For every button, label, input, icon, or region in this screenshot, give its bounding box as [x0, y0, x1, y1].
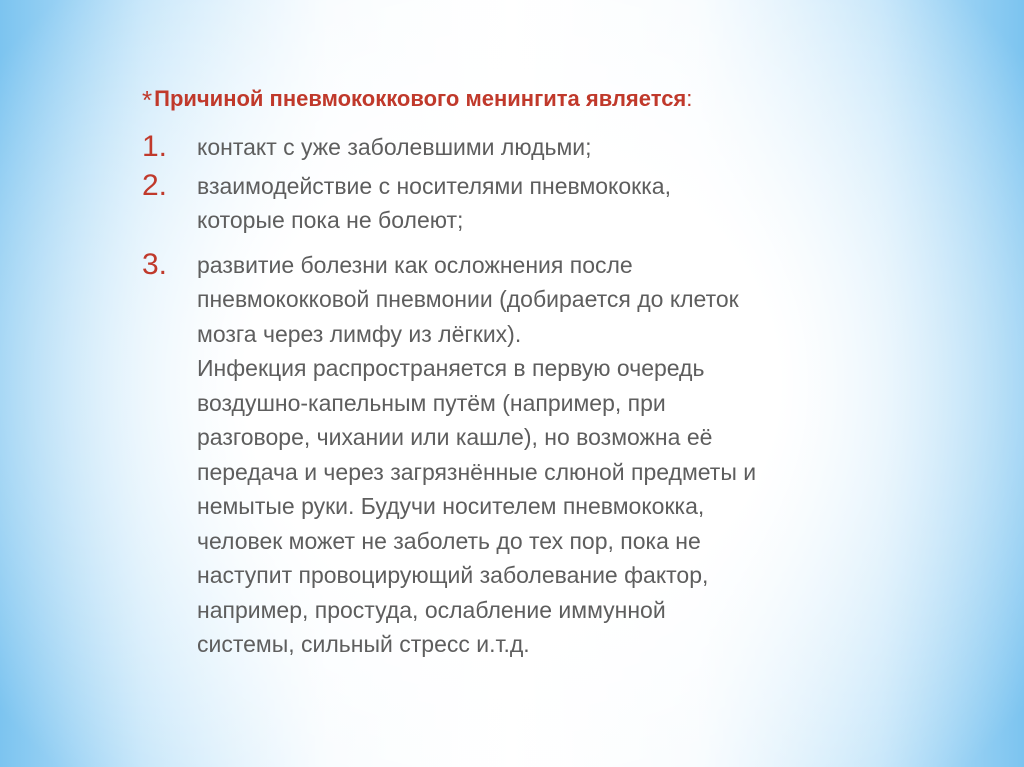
list-item-3-line-2: пневмококковой пневмонии (добирается до клеток [197, 286, 739, 312]
list-item-3-line-9: человек может не заболеть до тех пор, пока не [197, 527, 701, 554]
list-item-3-line-12: системы, сильный стресс и.т.д. [197, 631, 530, 657]
list-item-1-line-1: контакт с уже заболевшими людьми; [197, 134, 592, 160]
list-number-1: 1. [142, 130, 168, 163]
slide-heading [142, 78, 982, 118]
list-item-2-line-1: взаимодействие с носителями пневмококка, [197, 172, 671, 199]
heading-text: Причиной пневмококкового менингита является [154, 86, 687, 111]
list-item-2 [142, 169, 992, 238]
list-item-3-line-4: Инфекция распространяется в первую очередь [197, 355, 705, 381]
cause-list [142, 130, 992, 662]
list-item-3-line-1: развитие болезни как осложнения после [197, 251, 633, 278]
list-item-3 [142, 248, 992, 662]
list-item-1 [142, 130, 992, 165]
list-item-3-line-7: передача и через загрязнённые слюной предметы и [197, 458, 757, 485]
list-number-2: 2. [142, 168, 168, 202]
list-item-3-line-6: разговоре, чихании или кашле), но возможна её [197, 424, 713, 450]
asterisk-bullet: * [142, 85, 153, 115]
list-item-3-line-10: наступит провоцирующий заболевание фактор, [197, 562, 709, 588]
list-number-3: 3. [142, 247, 168, 281]
heading-colon: : [686, 86, 693, 111]
list-item-3-line-5: воздушно-капельным путём (например, при [197, 389, 666, 416]
list-item-2-line-2: которые пока не болеют; [197, 207, 464, 233]
list-item-3-line-8: немытые руки. Будучи носителем пневмококка, [197, 493, 705, 519]
list-item-3-line-11: например, простуда, ослабление иммунной [197, 596, 666, 623]
list-item-3-line-3: мозга через лимфу из лёгких). [197, 320, 522, 347]
